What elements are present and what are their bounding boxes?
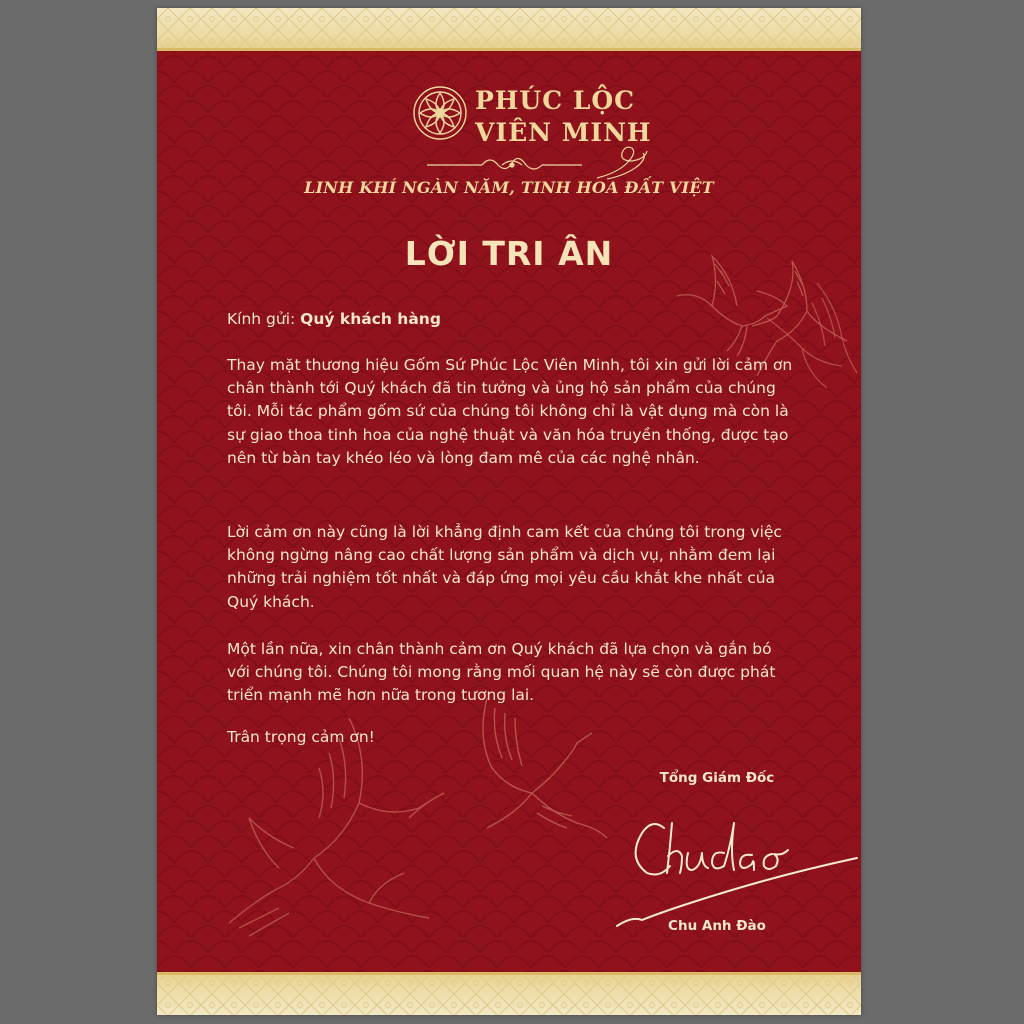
brand-name-line1: PHÚC LỘC [475, 86, 636, 115]
greeting-prefix: Kính gửi: [227, 310, 301, 328]
brand-tagline: LINH KHÍ NGÀN NĂM, TINH HOA ĐẤT VIỆT [304, 178, 714, 197]
smoke-swirl-icon [587, 143, 657, 183]
closing-line: Trân trọng cảm ơn! [227, 728, 375, 746]
lotus-mandala-emblem-icon [412, 85, 468, 141]
thank-you-letter [157, 8, 861, 1015]
greeting-recipient: Quý khách hàng [300, 310, 441, 328]
paragraph-3: Một lần nữa, xin chân thành cảm ơn Quý khách đã lựa chọn và gắn bó với chúng tôi. Chúng tôi mong rằng mối quan hệ này sẽ còn được phát triển mạnh mẽ hơn nữa trong tương lai. [227, 640, 776, 705]
signer-position: Tổng Giám Đốc [659, 770, 775, 786]
letter-title: LỜI TRI ÂN [404, 234, 614, 273]
paragraph-1: Thay mặt thương hiệu Gốm Sứ Phúc Lộc Viên Minh, tôi xin gửi lời cảm ơn chân thành tới Quý khách đã tin tưởng và ủng hộ sản phẩm của chúng tôi. Mỗi tác phẩm gốm sứ của chúng tôi không chỉ là vật dụng mà còn là sự giao thoa tinh hoa của nghệ thuật và văn hóa truyền thống, được tạo nên từ bàn tay khéo léo và lòng đam mê của các nghệ nhân. [227, 356, 793, 467]
greeting [227, 310, 441, 328]
brand-name-line2: VIÊN MINH [475, 118, 652, 147]
handwritten-signature [612, 798, 861, 938]
ornament-divider-icon [422, 143, 602, 179]
paragraph-2: Lời cảm ơn này cũng là lời khẳng định cam kết của chúng tôi trong việc không ngừng nâng cao chất lượng sản phẩm và dịch vụ, nhằm đem lại những trải nghiệm tốt nhất và đáp ứng mọi yêu cầu khắt khe nhất của Quý khách. [227, 523, 782, 611]
signer-name: Chu Anh Đào [668, 918, 766, 934]
